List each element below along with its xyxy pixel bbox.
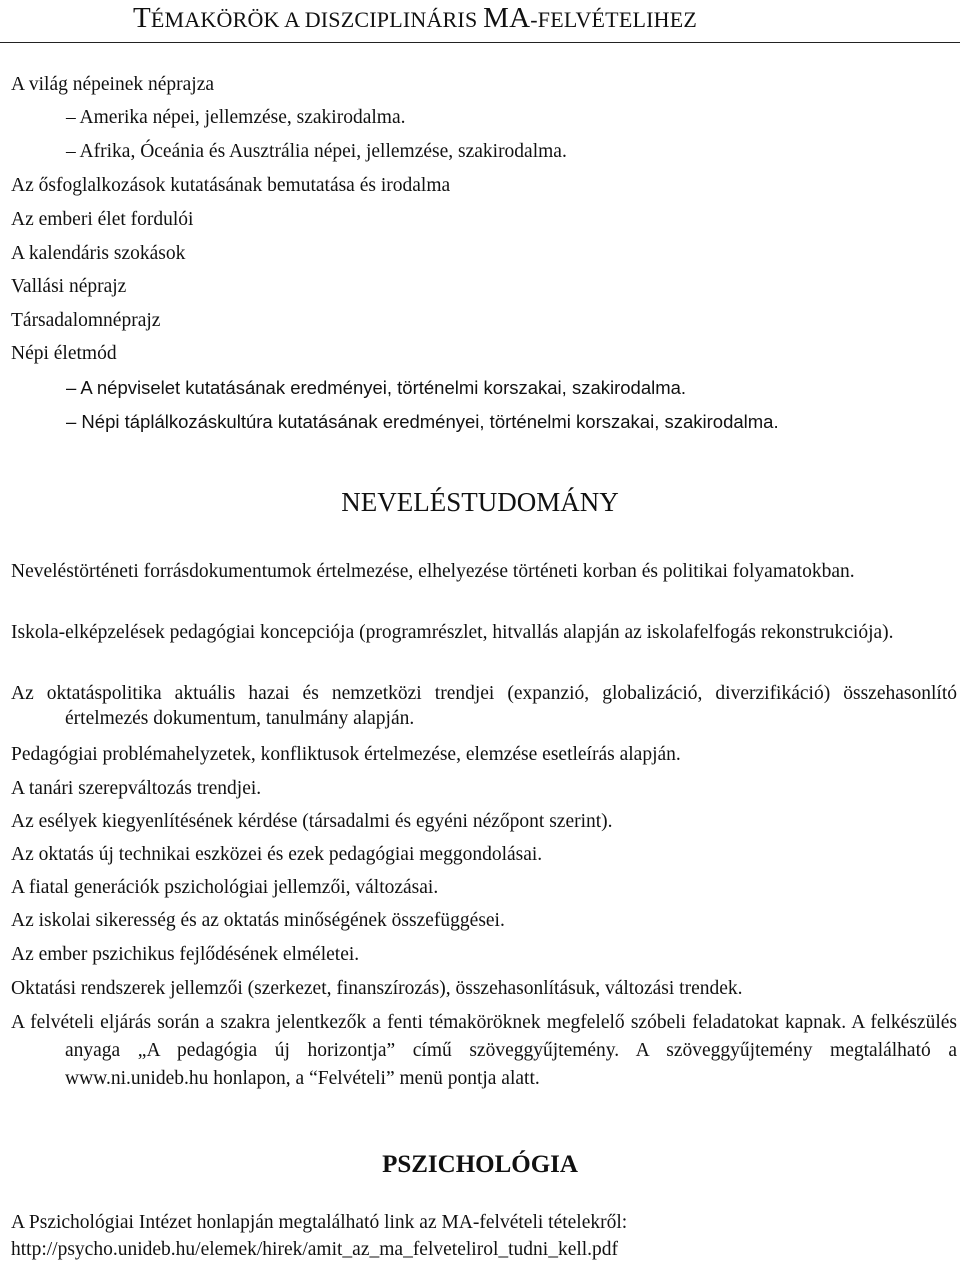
list-subitem: – Afrika, Óceánia és Ausztrália népei, jellemzése, szakirodalma. [66,141,567,162]
list-item: A világ népeinek néprajza [11,74,215,95]
list-subitem: – A népviselet kutatásának eredményei, történelmi korszakai, szakirodalma. [66,377,687,398]
list-item: Népi életmód [11,343,117,364]
paragraph: Neveléstörténeti forrásdokumentumok értelmezése, elhelyezése történeti korban és politikai folyamatokban. [11,561,855,582]
paragraph: A fiatal generációk pszichológiai jellemzői, változásai. [11,877,439,898]
paragraph: Iskola-elképzelések pedagógiai koncepciója (programrészlet, hitvallás alapján az iskolafelfogás rekonstrukciója). [11,622,894,643]
title-part-2: -FELVÉTELIHEZ [530,7,697,32]
list-item: A kalendáris szokások [11,243,186,264]
paragraph: A tanári szerepváltozás trendjei. [11,778,262,799]
list-item: Az ősfoglalkozások kutatásának bemutatása és irodalma [11,175,451,196]
list-item: Társadalomnéprajz [11,310,161,331]
paragraph: Az oktatáspolitika aktuális hazai és nemzetközi trendjei (expanzió, globalizáció, diverzifikáció) összehasonlító értelmezés dokumentum, tanulmány alapján. [11,683,957,729]
paragraph: Pedagógiai problémahelyzetek, konfliktusok értelmezése, elemzése esetleírás alapján. [11,744,681,765]
paragraph: Az esélyek kiegyenlítésének kérdése (társadalmi és egyéni nézőpont szerint). [11,811,613,832]
section-title-pszichologia: PSZICHOLÓGIA [382,1151,578,1178]
list-subitem: – Amerika népei, jellemzése, szakirodalma. [66,107,406,128]
page-title [133,2,697,35]
title-part-1: ÉMAKÖRÖK A DISZCIPLINÁRIS [150,7,484,32]
list-item: Vallási néprajz [11,276,127,297]
title-initial: T [133,2,151,34]
pszichologia-link[interactable]: http://psycho.unideb.hu/elemek/hirek/amit_az_ma_felvetelirol_tudni_kell.pdf [11,1239,619,1260]
paragraph: Az ember pszichikus fejlődésének elméletei. [11,944,360,965]
paragraph: Az oktatás új technikai eszközei és ezek pedagógiai meggondolásai. [11,844,543,865]
list-item: Az emberi élet fordulói [11,209,194,230]
page-header [0,0,960,43]
title-ma: MA [483,2,531,34]
paragraph: Az iskolai sikeresség és az oktatás minőségének összefüggései. [11,910,505,931]
list-subitem: – Népi táplálkozáskultúra kutatásának eredményei, történelmi korszakai, szakirodalma. [66,411,779,432]
section-title-neveles: NEVELÉSTUDOMÁNY [341,487,619,517]
pszichologia-text: A Pszichológiai Intézet honlapján megtalálható link az MA-felvételi tételekről: [11,1212,628,1233]
paragraph-admission-info: A felvételi eljárás során a szakra jelentkezők a fenti témaköröknek megfelelő szóbeli feladatokat kapnak. A felkészülés anyaga „A pedagógia új horizontja” című szöveggyűjtemény. A szöveggyűjtemény megtalálható a www.ni.unideb.hu honlapon, a “Felvételi” menü pontja alatt. [11,1012,957,1089]
paragraph: Oktatási rendszerek jellemzői (szerkezet, finanszírozás), összehasonlításuk, változási trendek. [11,978,743,999]
